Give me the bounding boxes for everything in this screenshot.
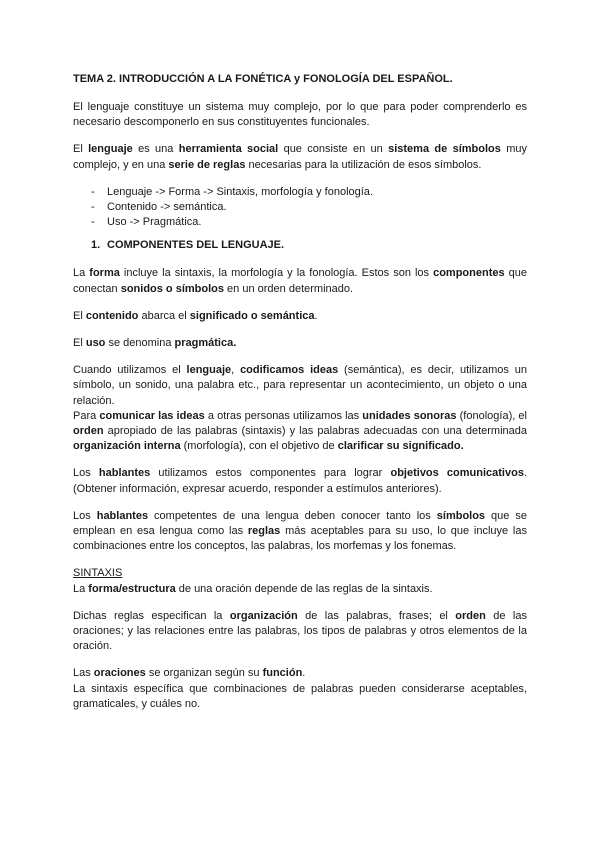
paragraph-comunicar-ideas: Para comunicar las ideas a otras personas utilizamos las unidades sonoras (fonología), el orden apropiado de las palabras (sintaxis) y las palabras adecuadas con una determinada organización interna (morfología), con el objetivo de clarificar su significado. [73,409,527,453]
list-item: - Contenido -> semántica. [91,200,527,215]
section-heading-sintaxis: SINTAXIS [73,567,123,580]
paragraph-dichas-reglas: Dichas reglas especifican la organización de las palabras, frases; el orden de las oraciones; y las relaciones entre las palabras, los tipos de palabras y otros elementos de la oración. [73,609,527,653]
paragraph-intro: El lenguaje constituye un sistema muy complejo, por lo que para poder comprenderlo es necesario descomponerlo en sus constituyentes funcionales. [73,101,527,129]
list-item: - Lenguaje -> Forma -> Sintaxis, morfología y fonología. [91,185,527,200]
paragraph-hablantes: Los hablantes utilizamos estos componentes para lograr objetivos comunicativos. (Obtener información, expresar acuerdo, responder a estímulos anteriores). [73,467,527,495]
paragraph-contenido: El contenido abarca el significado o semántica. [73,309,318,322]
section-heading-componentes: 1. COMPONENTES DEL LENGUAJE. [91,239,285,252]
paragraph-hablantes-competentes: Los hablantes competentes de una lengua deben conocer tanto los símbolos que se emplean en esa lengua como las reglas más aceptables para su uso, lo que incluye las combinaciones entre los conceptos, las palabras, los morfemas y los fonemas. [73,509,527,553]
paragraph-oraciones: Las oraciones se organizan según su función. [73,667,306,680]
document-title: TEMA 2. INTRODUCCIÓN A LA FONÉTICA y FONOLOGÍA DEL ESPAÑOL. [73,73,453,85]
paragraph-sintaxis-especifica: La sintaxis específica que combinaciones de palabras pueden considerarse aceptables, gramaticales, y cuáles no. [73,682,527,710]
paragraph-forma: La forma incluye la sintaxis, la morfología y la fonología. Estos son los componentes que conectan sonidos o símbolos en un orden determinado. [73,267,527,295]
paragraph-cuando-utilizamos: Cuando utilizamos el lenguaje, codificamos ideas (semántica), es decir, utilizamos un símbolo, un sonido, una palabra etc., para representar un acontecimiento, un objeto o una relación. [73,364,527,407]
components-list [73,185,527,231]
paragraph-lenguaje-definition: El lenguaje es una herramienta social que consiste en un sistema de símbolos muy complejo, y en una serie de reglas necesarias para la utilización de esos símbolos. [73,143,527,171]
list-item: - Uso -> Pragmática. [91,215,527,230]
paragraph-forma-estructura: La forma/estructura de una oración depende de las reglas de la sintaxis. [73,582,433,595]
paragraph-uso: El uso se denomina pragmática. [73,337,237,350]
